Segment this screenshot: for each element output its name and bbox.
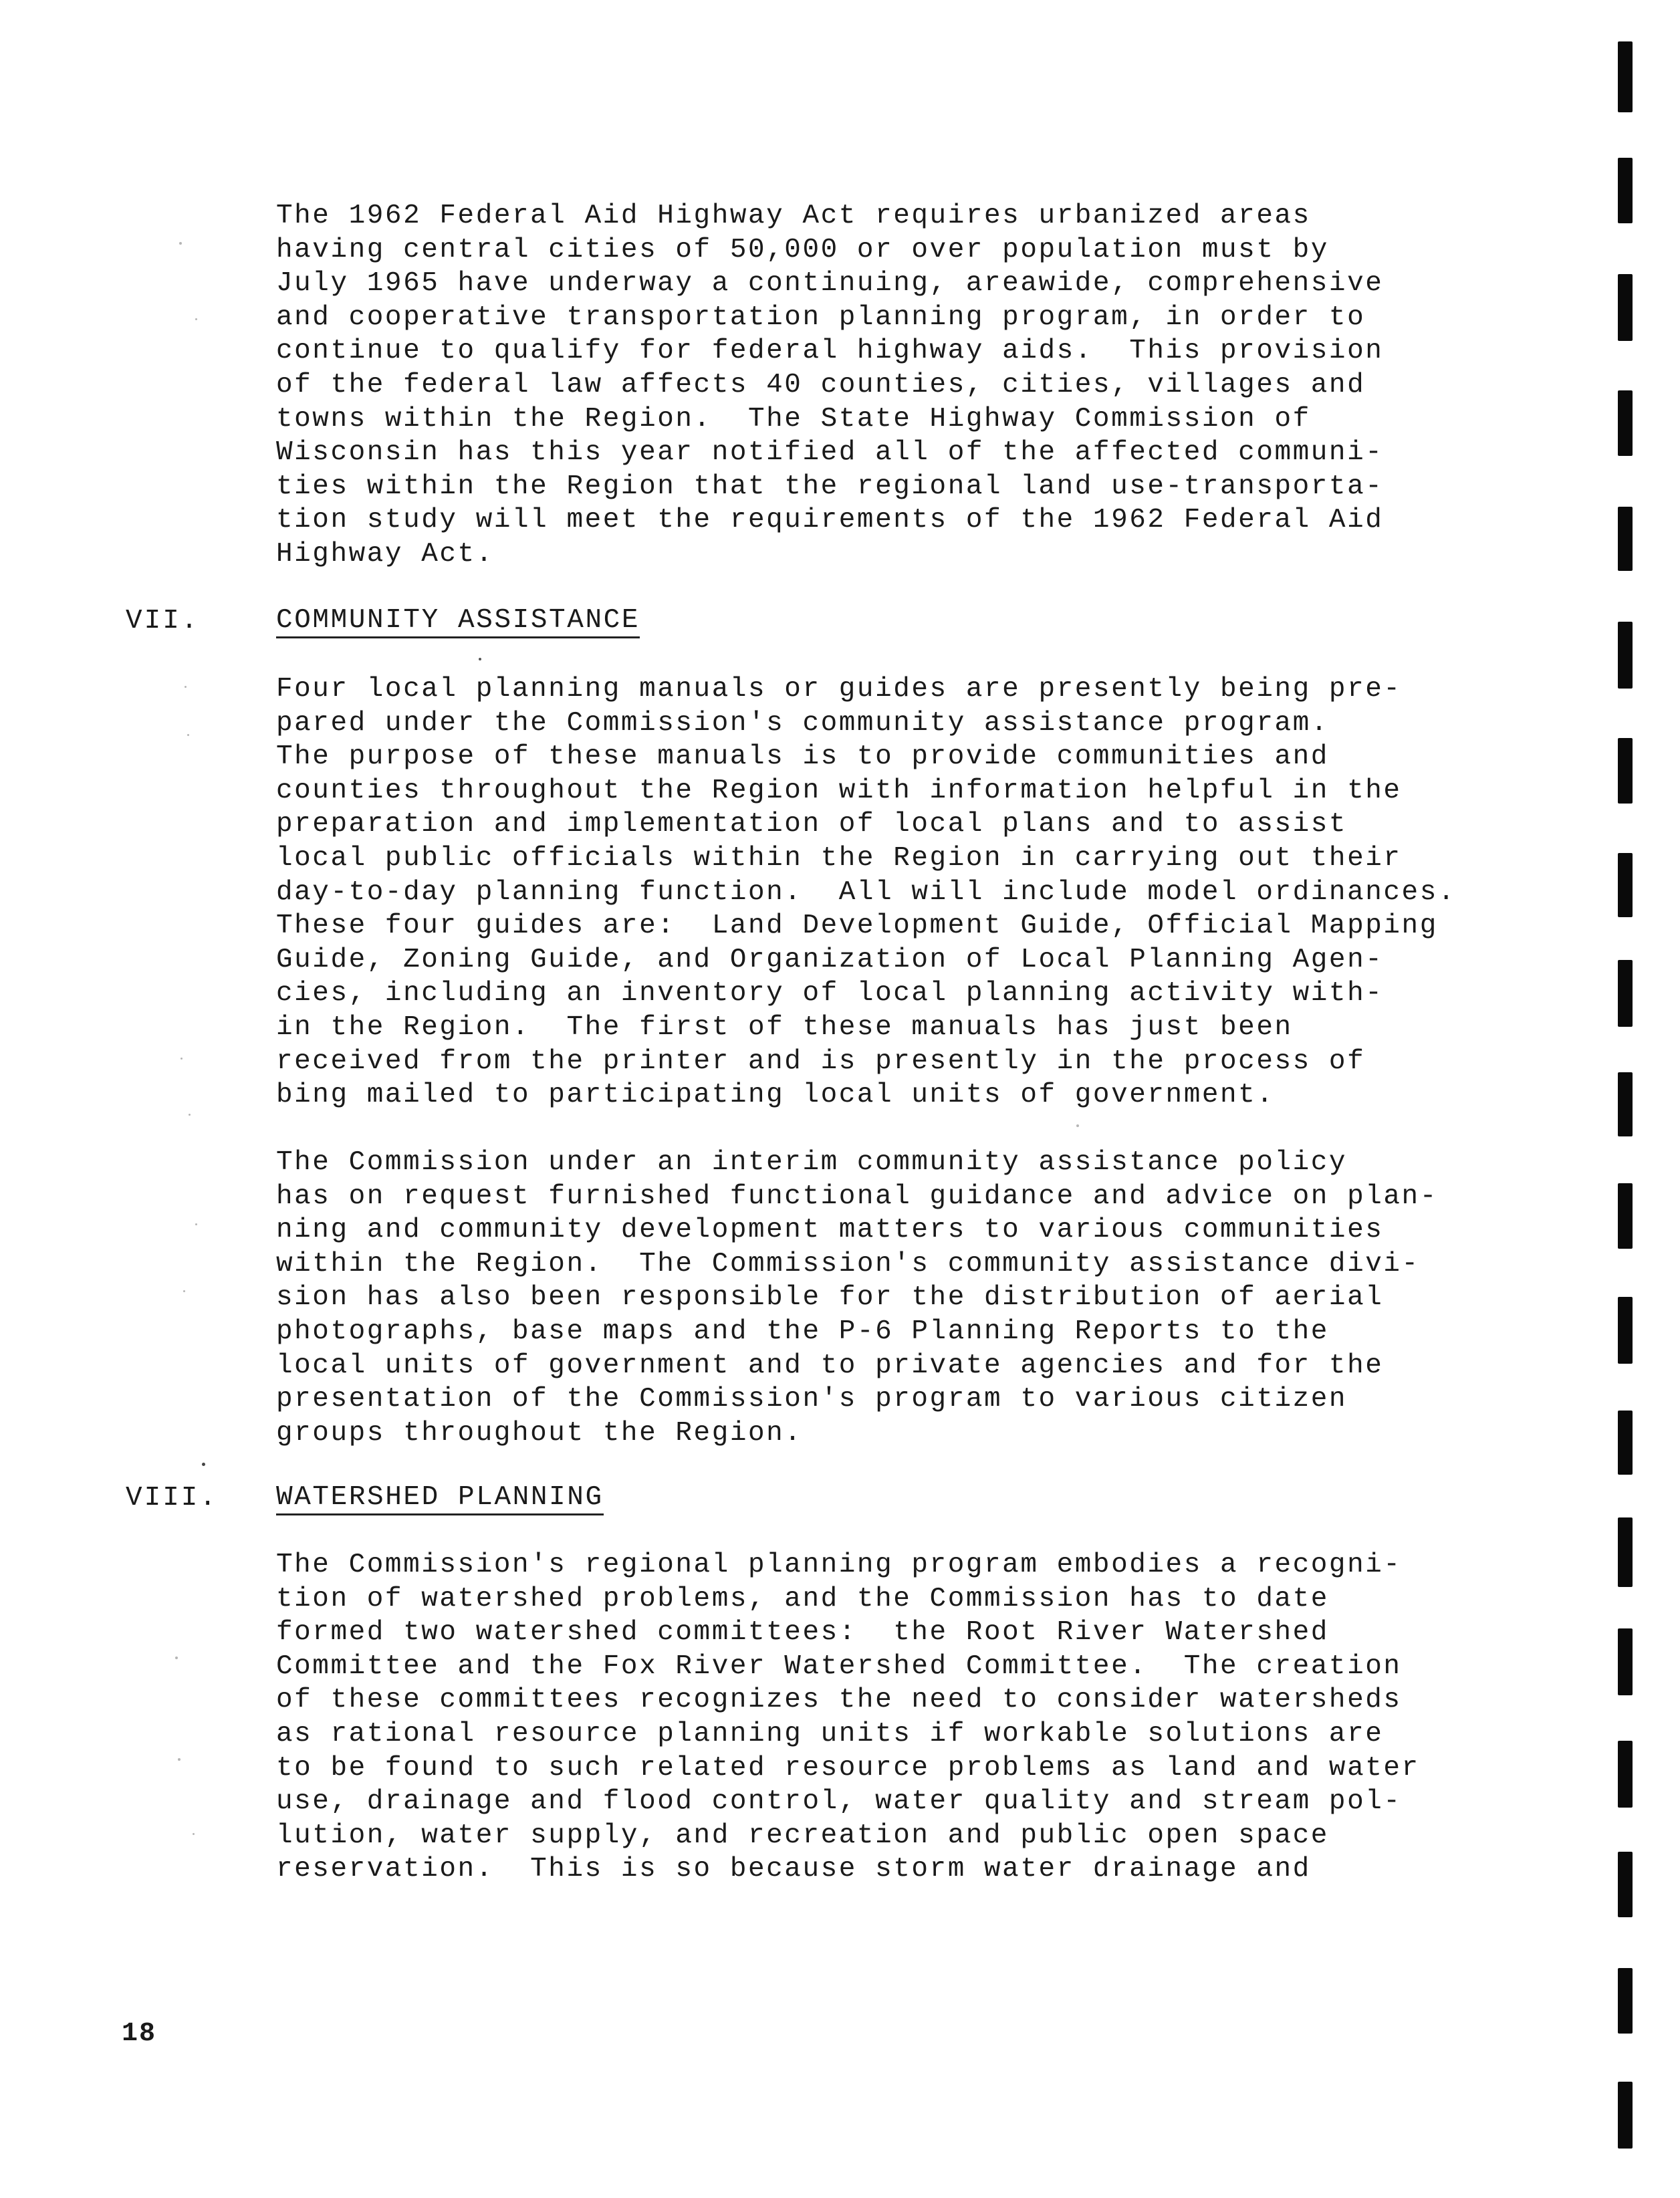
scan-speck — [193, 1833, 195, 1835]
paragraph-line: of the federal law affects 40 counties, cities, villages and — [276, 369, 1366, 400]
paragraph-line: bing mailed to participating local units of government. — [276, 1080, 1275, 1111]
binding-mark — [1618, 1741, 1633, 1808]
paragraph-line: ning and community development matters to various communities — [276, 1215, 1384, 1246]
binding-mark — [1618, 1852, 1633, 1917]
paragraph-line: The 1962 Federal Aid Highway Act requires urbanized areas — [276, 201, 1311, 231]
binding-mark — [1618, 960, 1633, 1027]
paragraph-line: The purpose of these manuals is to provide communities and — [276, 741, 1329, 773]
paragraph-line: ties within the Region that the regional land use-transporta- — [276, 471, 1384, 502]
paragraph-line: has on request furnished functional guidance and advice on plan- — [276, 1181, 1438, 1212]
binding-mark — [1618, 1072, 1633, 1136]
scan-speck — [181, 1058, 183, 1060]
binding-mark — [1618, 1517, 1633, 1587]
binding-mark — [1618, 158, 1633, 223]
binding-mark — [1618, 853, 1633, 917]
paragraph-line: and cooperative transportation planning program, in order to — [276, 301, 1366, 333]
scan-speck — [178, 1758, 181, 1761]
paragraph-line: day-to-day planning function. All will include model ordinances. — [276, 876, 1457, 908]
binding-mark — [1618, 1183, 1633, 1249]
binding-mark — [1618, 1968, 1633, 2034]
paragraph-line: local units of government and to private agencies and for the — [276, 1350, 1384, 1381]
scan-speck — [179, 242, 182, 245]
section-heading-watershed-planning: WATERSHED PLANNING — [276, 1483, 604, 1515]
paragraph-line: Committee and the Fox River Watershed Committee. The creation — [276, 1651, 1402, 1682]
scan-speck — [1076, 1124, 1079, 1127]
binding-mark — [1618, 1628, 1633, 1695]
paragraph-line: of these committees recognizes the need to consider watersheds — [276, 1685, 1402, 1716]
paragraph-line: reservation. This is so because storm water drainage and — [276, 1854, 1311, 1885]
scan-speck — [183, 1290, 185, 1292]
paragraph-line: to be found to such related resource problems as land and water — [276, 1752, 1420, 1784]
paragraph-line: tion study will meet the requirements of the 1962 Federal Aid — [276, 505, 1384, 536]
binding-mark — [1618, 2082, 1633, 2149]
paragraph-line: Highway Act. — [276, 538, 494, 570]
section-number-vii: VII. — [126, 606, 200, 636]
scan-speck — [479, 658, 481, 660]
paragraph-line: having central cities of 50,000 or over population must by — [276, 234, 1329, 265]
binding-mark — [1618, 390, 1633, 456]
paragraph-line: tion of watershed problems, and the Commission has to date — [276, 1583, 1329, 1614]
scan-speck — [195, 318, 197, 320]
paragraph-line: groups throughout the Region. — [276, 1417, 803, 1449]
paragraph-line: preparation and implementation of local plans and to assist — [276, 809, 1348, 840]
paragraph-line: cies, including an inventory of local planning activity with- — [276, 978, 1384, 1009]
paragraph-line: counties throughout the Region with information helpful in the — [276, 775, 1402, 806]
section-number-viii: VIII. — [126, 1483, 219, 1513]
paragraph-line: towns within the Region. The State Highway Commission of — [276, 403, 1311, 435]
paragraph-line: local public officials within the Region in carrying out their — [276, 842, 1402, 874]
community-assistance-paragraph-1 — [276, 673, 1566, 1112]
paragraph-line: use, drainage and flood control, water quality and stream pol- — [276, 1786, 1402, 1818]
paragraph-line: continue to qualify for federal highway aids. This provision — [276, 336, 1384, 367]
scan-speck — [195, 1223, 197, 1225]
paragraph-line: lution, water supply, and recreation and public open space — [276, 1820, 1329, 1851]
paragraph-line: as rational resource planning units if workable solutions are — [276, 1718, 1384, 1749]
scan-speck — [189, 1114, 191, 1116]
paragraph-line: within the Region. The Commission's community assistance divi- — [276, 1248, 1420, 1279]
paragraph-line: Guide, Zoning Guide, and Organization of Local Planning Agen- — [276, 944, 1384, 975]
binding-mark — [1618, 507, 1633, 571]
binding-mark — [1618, 274, 1633, 341]
scan-speck — [202, 1463, 205, 1466]
binding-mark — [1618, 622, 1633, 689]
paragraph-line: July 1965 have underway a continuing, areawide, comprehensive — [276, 268, 1384, 299]
paragraph-line: sion has also been responsible for the distribution of aerial — [276, 1282, 1384, 1314]
paragraph-line: The Commission under an interim community assistance policy — [276, 1147, 1348, 1178]
binding-mark — [1618, 41, 1633, 112]
binding-mark — [1618, 1411, 1633, 1475]
paragraph-line: pared under the Commission's community assistance program. — [276, 707, 1329, 739]
paragraph-line: Wisconsin has this year notified all of the affected communi- — [276, 437, 1384, 469]
paragraph-line: The Commission's regional planning program embodies a recogni- — [276, 1550, 1402, 1580]
scan-speck — [185, 686, 187, 688]
community-assistance-paragraph-2 — [276, 1146, 1566, 1450]
binding-mark — [1618, 738, 1633, 804]
watershed-planning-paragraph-1 — [276, 1548, 1566, 1886]
page-number: 18 — [122, 2019, 157, 2049]
section-heading-community-assistance: COMMUNITY ASSISTANCE — [276, 606, 640, 638]
paragraph-line: received from the printer and is presently in the process of — [276, 1046, 1366, 1077]
paragraph-line: Four local planning manuals or guides are presently being pre- — [276, 674, 1402, 705]
scan-speck — [175, 1657, 178, 1659]
paragraph-line: These four guides are: Land Development Guide, Official Mapping — [276, 910, 1438, 942]
scan-speck — [187, 734, 189, 736]
paragraph-line: in the Region. The first of these manuals has just been — [276, 1011, 1293, 1043]
paragraph-line: formed two watershed committees: the Root River Watershed — [276, 1617, 1329, 1648]
paragraph-line: photographs, base maps and the P-6 Planning Reports to the — [276, 1316, 1329, 1347]
binding-mark — [1618, 1297, 1633, 1364]
paragraph-line: presentation of the Commission's program to various citizen — [276, 1384, 1348, 1415]
intro-paragraph — [276, 199, 1566, 572]
